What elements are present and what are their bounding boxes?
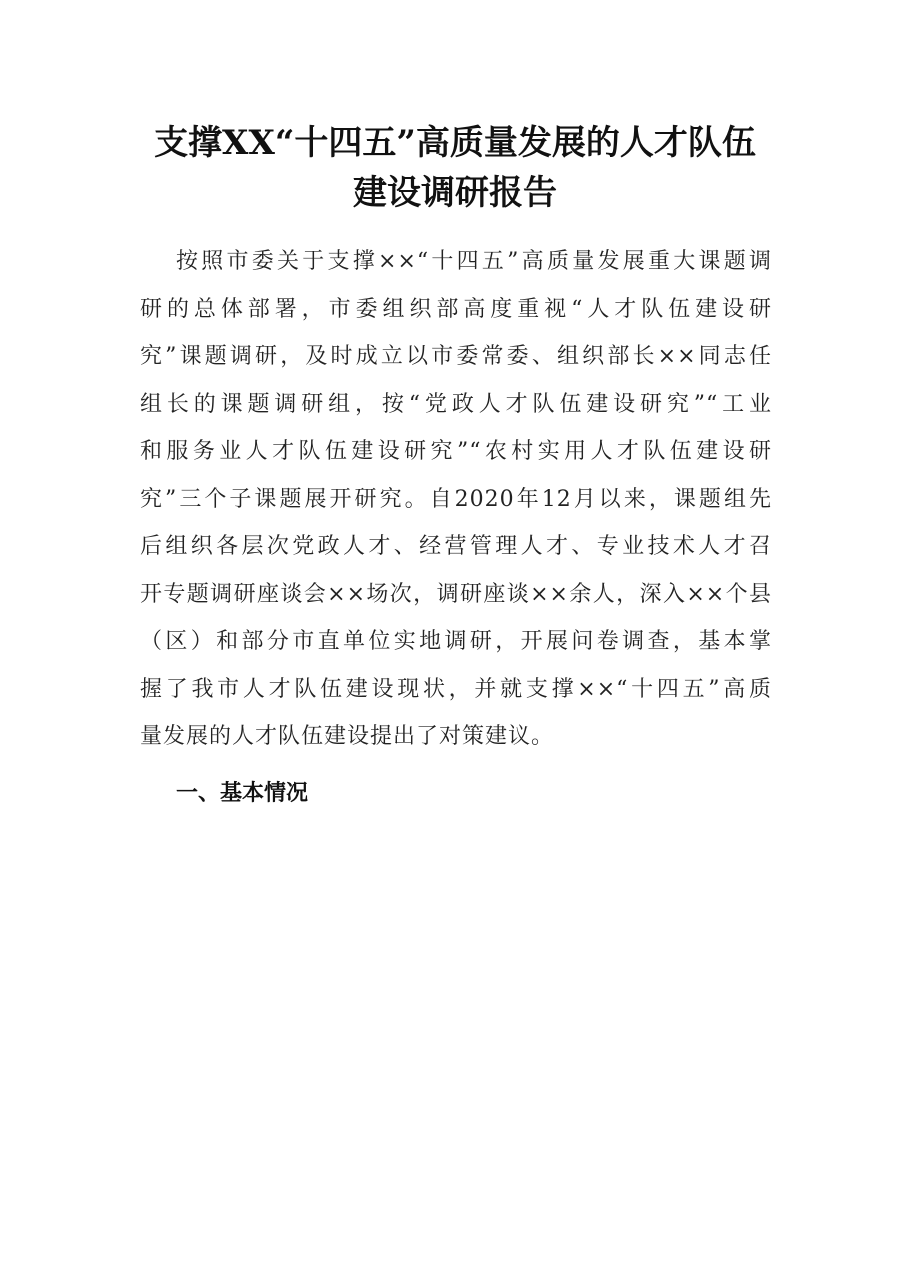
document-title (130, 118, 780, 218)
title-line-2: 建设调研报告 (353, 173, 557, 213)
paragraph-line: 究”三个子课题展开研究。自2020年12月以来，课题组先 (140, 486, 772, 512)
intro-paragraph (140, 238, 772, 761)
paragraph-line: 开专题调研座谈会××场次，调研座谈××余人，深入××个县 (140, 581, 772, 607)
paragraph-line: 按照市委关于支撑××“十四五”高质量发展重大课题调 (176, 249, 772, 274)
paragraph-line: 组长的课题调研组，按“党政人才队伍建设研究”“工业 (140, 391, 772, 417)
paragraph-line: 研的总体部署，市委组织部高度重视“人才队伍建设研 (140, 296, 772, 322)
title-line-1: 支撑XX“十四五”高质量发展的人才队伍 (154, 123, 756, 163)
paragraph-line: 握了我市人才队伍建设现状，并就支撑××“十四五”高质 (140, 676, 772, 702)
paragraph-line: （区）和部分市直单位实地调研，开展问卷调查，基本掌 (140, 629, 772, 654)
paragraph-line: 后组织各层次党政人才、经营管理人才、专业技术人才召 (140, 534, 772, 559)
paragraph-line: 究”课题调研，及时成立以市委常委、组织部长××同志任 (140, 344, 772, 369)
paragraph-line: 量发展的人才队伍建设提出了对策建议。 (140, 724, 555, 749)
section-heading: 一、基本情况 (176, 781, 309, 806)
paragraph-line: 和服务业人才队伍建设研究”“农村实用人才队伍建设研 (140, 439, 772, 464)
